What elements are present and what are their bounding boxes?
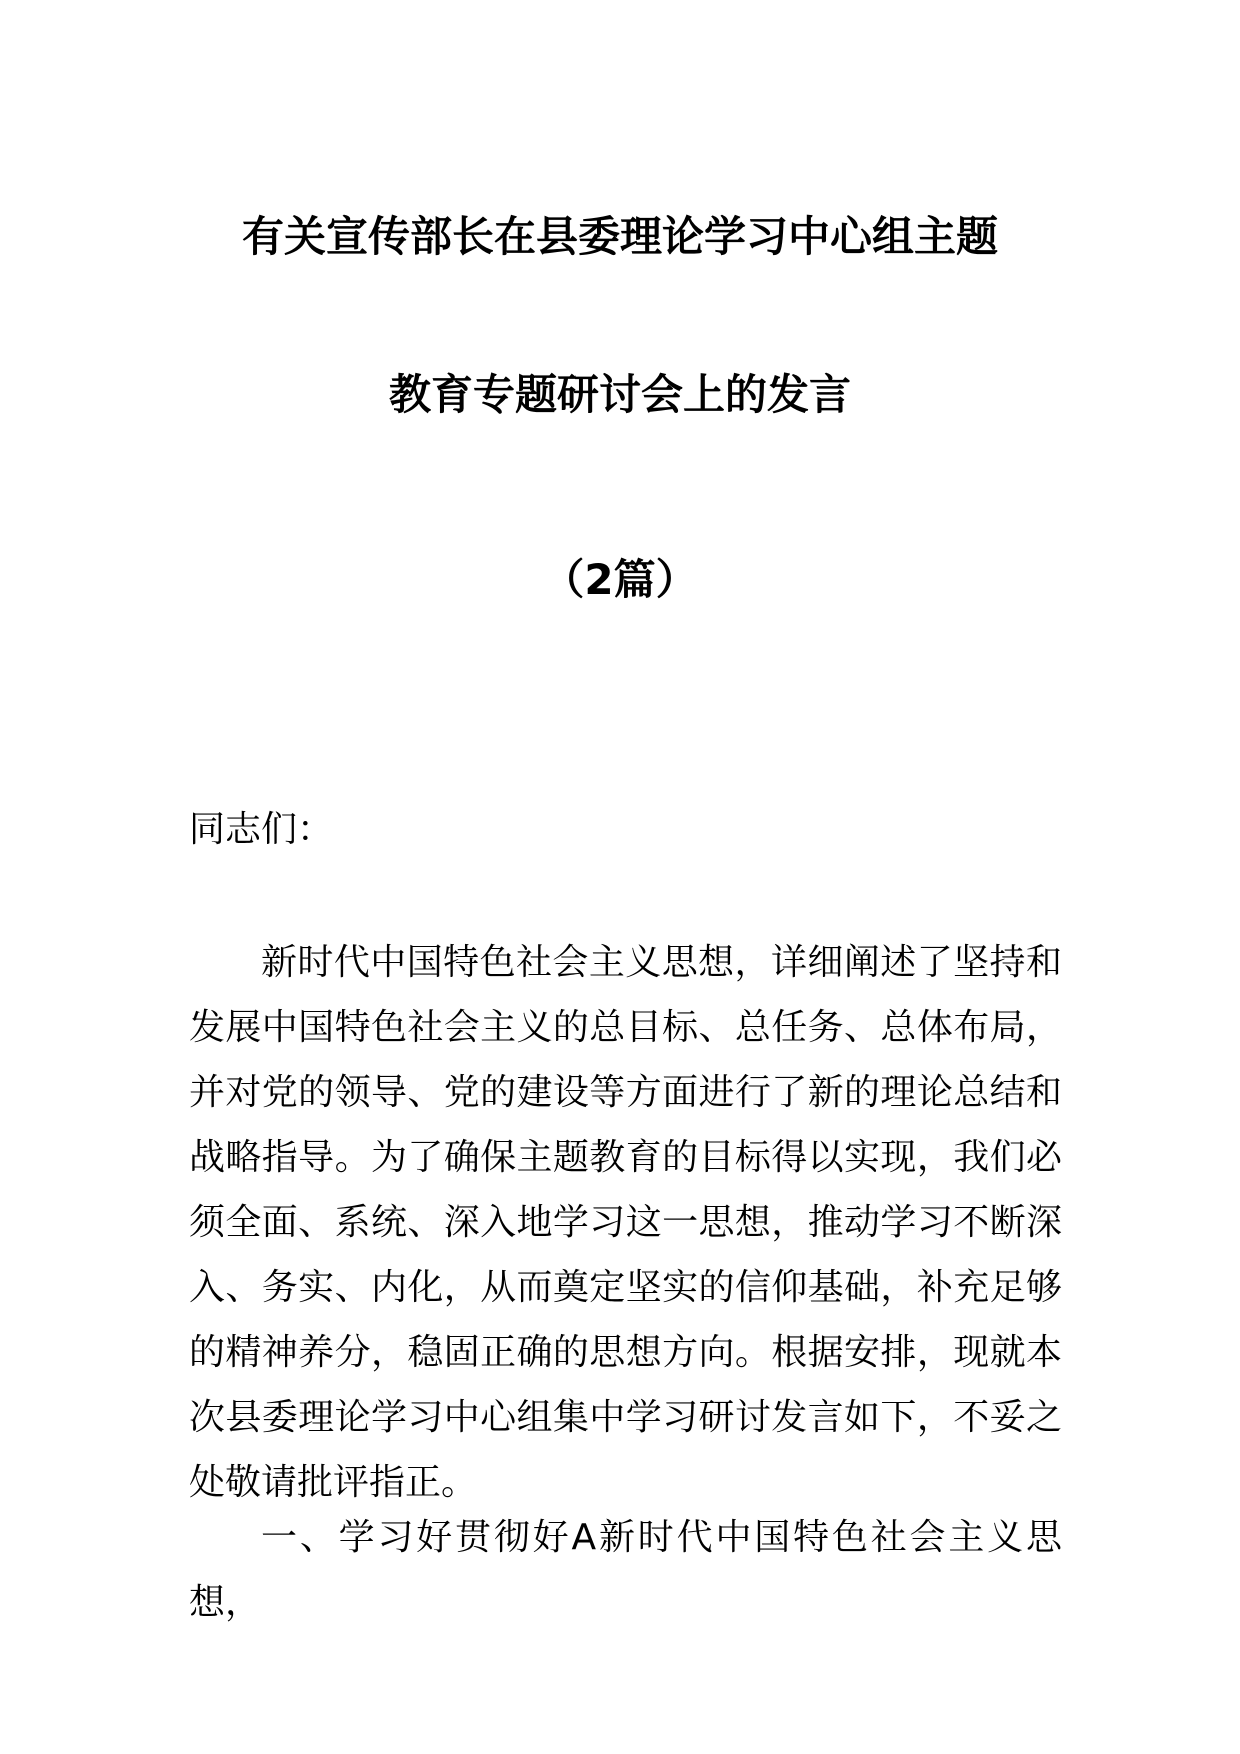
document-title-note: （2篇） xyxy=(542,555,698,604)
document-title-line-1: 有关宣传部长在县委理论学习中心组主题 xyxy=(241,212,998,261)
salutation: 同志们： xyxy=(189,809,334,850)
paragraph-intro: 新时代中国特色社会主义思想，详细阐述了坚持和发展中国特色社会主义的总目标、总任务、总体布局，并对党的领导、党的建设等方面进行了新的理论总结和战略指导。为了确保主题教育的目标得以实现，我们必须全面、系统、深入地学习这一思想，推动学习不断深入、务实、内化，从而奠定坚实的信仰基础，补充足够的精神养分，稳固正确的思想方向。根据安排，现就本次县委理论学习中心组集中学习研讨发言如下，不妥之处敬请批评指正。 xyxy=(189,942,1062,1503)
section-heading-1: 一、学习好贯彻好A新时代中国特色社会主义思想， xyxy=(189,1517,1062,1623)
document-title-line-2: 教育专题研讨会上的发言 xyxy=(388,370,851,419)
